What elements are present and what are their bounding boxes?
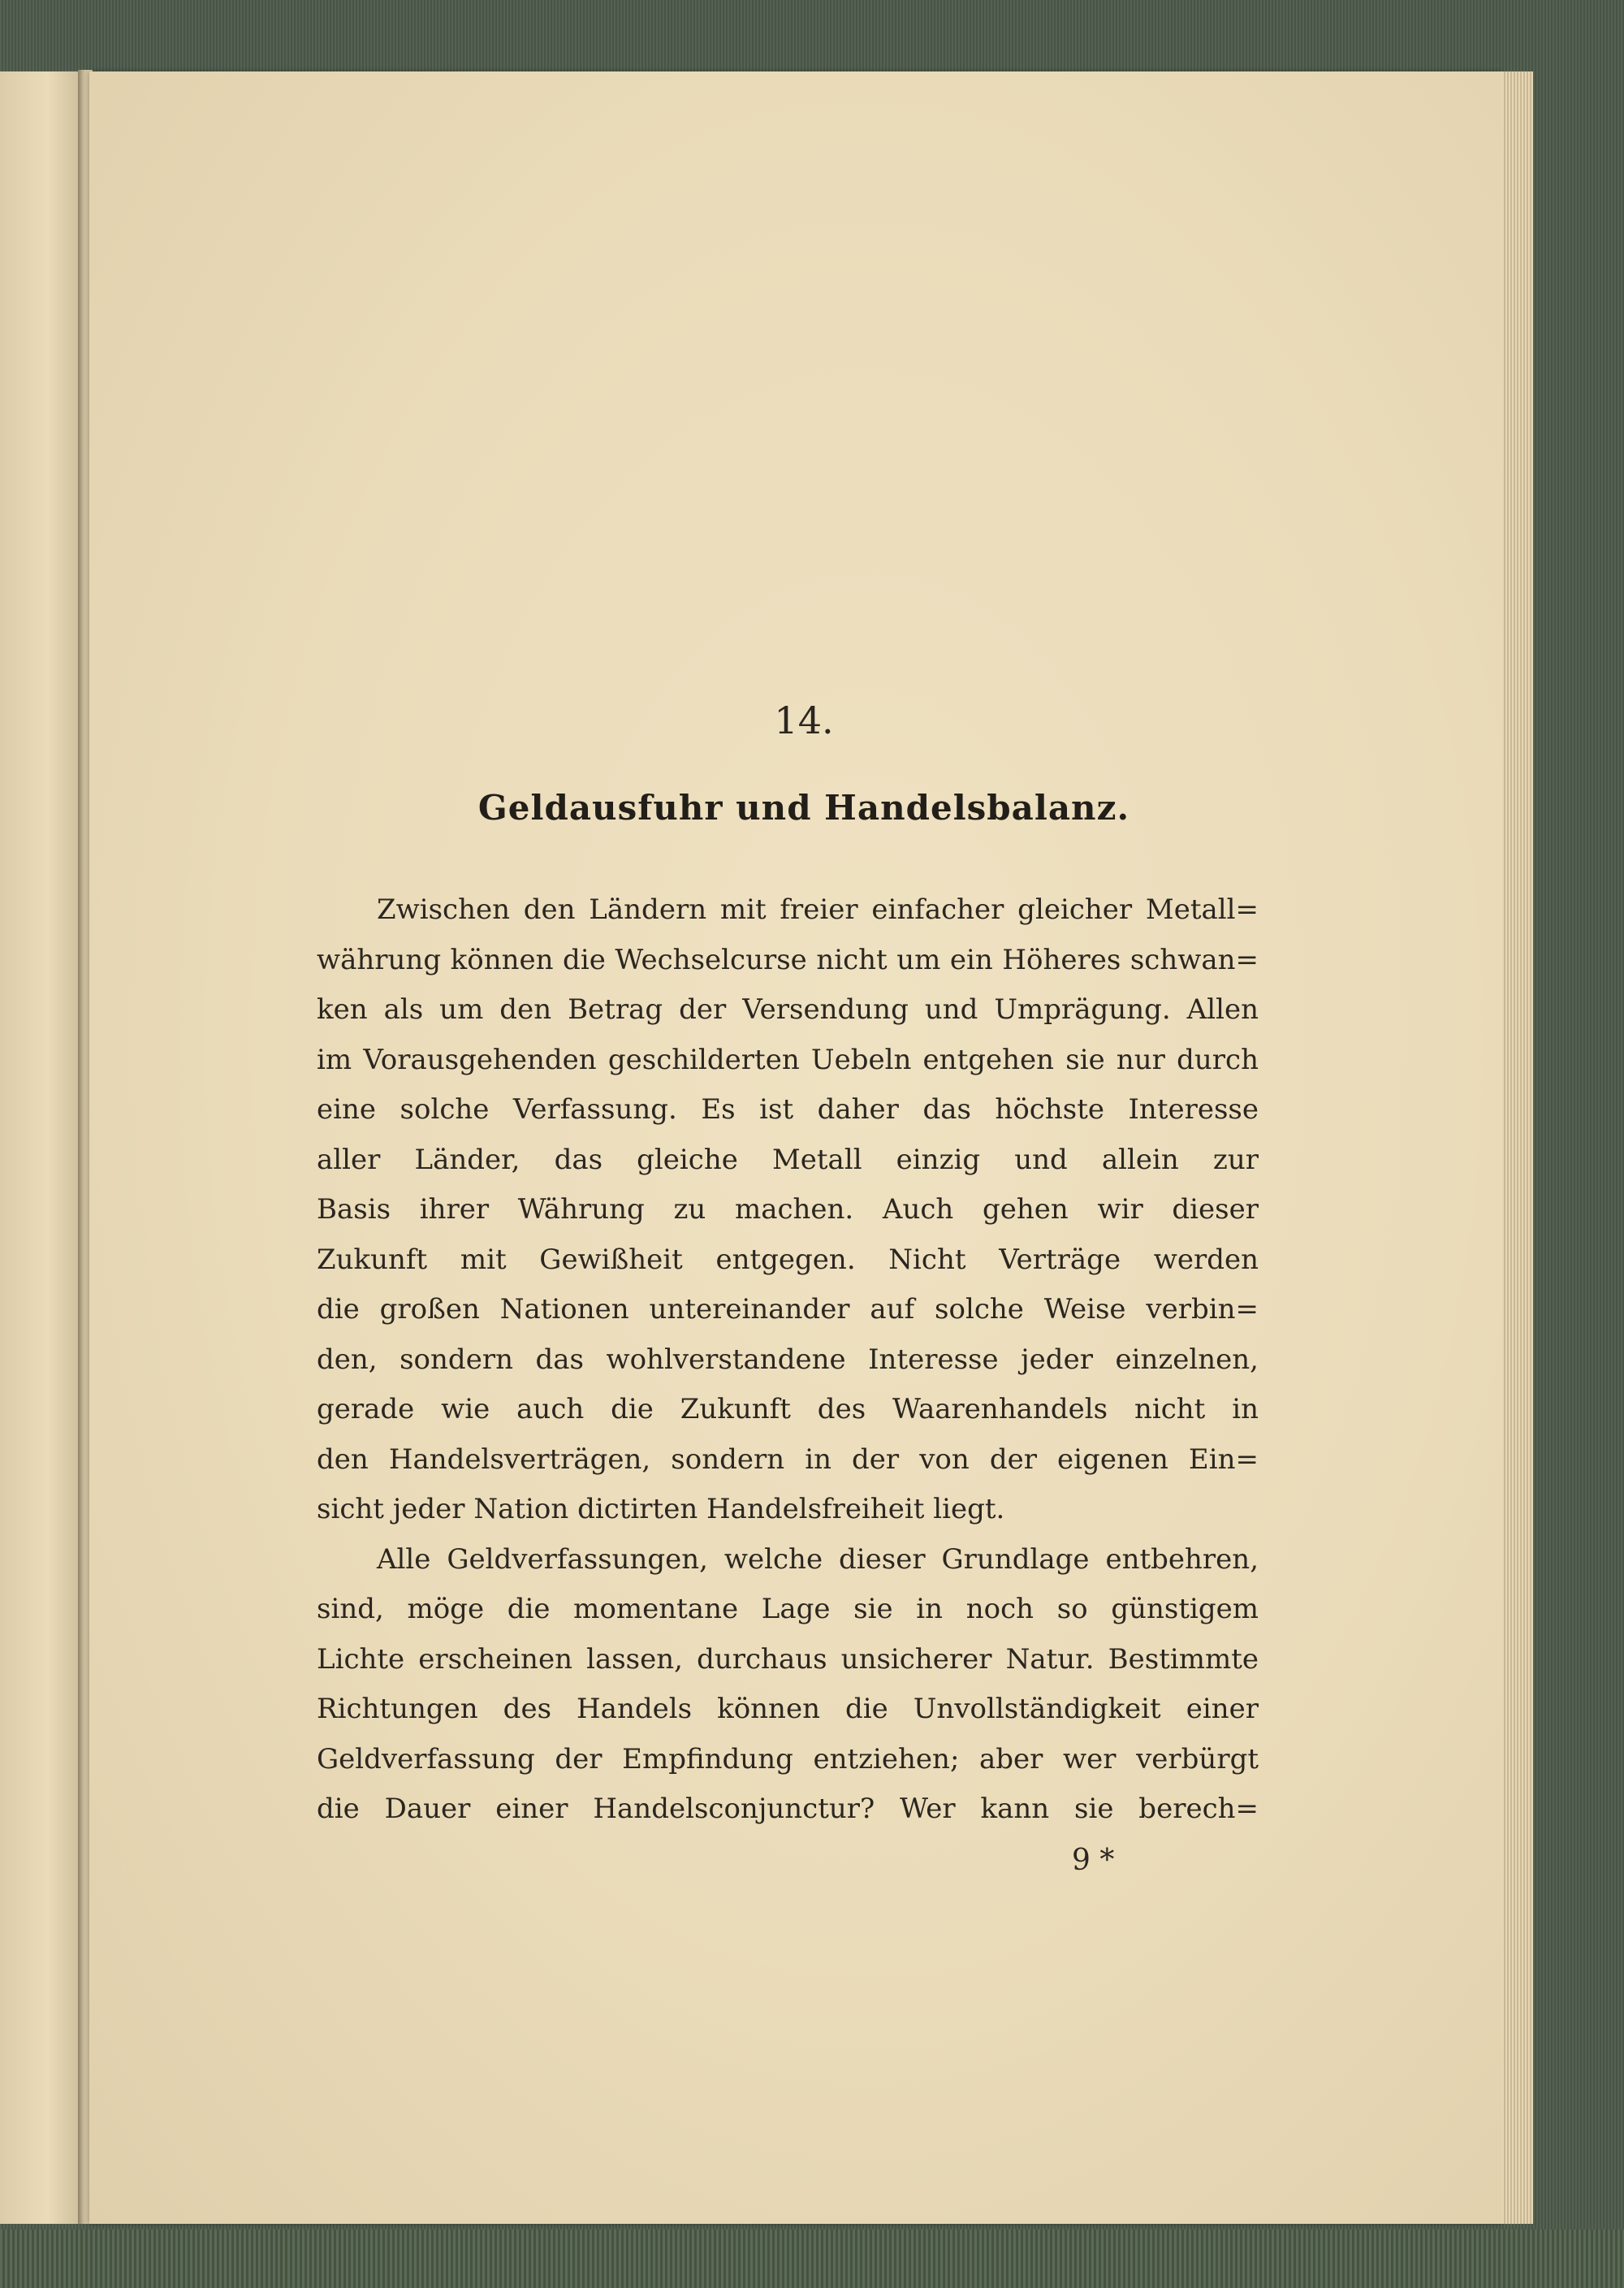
cover-bottom-edge — [0, 2230, 1624, 2288]
text-line: sind, möge die momentane Lage sie in noch so günstigem — [317, 1593, 1259, 1625]
text-line: Geldverfassung der Empfindung entziehen; aber wer verbürgt — [317, 1742, 1259, 1775]
chapter-number: 14. — [774, 699, 834, 742]
text-line: die Dauer einer Handelsconjunctur? Wer kann sie berech= — [317, 1793, 1259, 1825]
chapter-title: Geldausfuhr und Handelsbalanz. — [477, 788, 1130, 828]
text-line: den Handelsverträgen, sondern in der von der eigenen Ein= — [317, 1442, 1259, 1476]
text-line: den, sondern das wohlverstandene Interesse jeder einzelnen, — [317, 1343, 1259, 1376]
paragraph-2 — [317, 1535, 1259, 1835]
text-line: Alle Geldverfassungen, welche dieser Grundlage entbehren, — [377, 1542, 1259, 1576]
signature-mark: 9 * — [1072, 1844, 1115, 1877]
text-line: sicht jeder Nation dictirten Handelsfreiheit liegt. — [317, 1493, 1005, 1525]
page-stack-edges — [1502, 71, 1533, 2224]
body-text — [317, 885, 1259, 1835]
text-line: die großen Nationen untereinander auf solche Weise verbin= — [317, 1293, 1259, 1326]
text-line: ken als um den Betrag der Versendung und Umprägung. Allen — [317, 993, 1259, 1026]
text-line: Lichte erscheinen lassen, durchaus unsicherer Natur. Bestimmte — [317, 1642, 1259, 1676]
text-line: Richtungen des Handels können die Unvollständigkeit einer — [317, 1693, 1259, 1725]
text-line: Zukunft mit Gewißheit entgegen. Nicht Verträge werden — [317, 1243, 1259, 1276]
text-line: gerade wie auch die Zukunft des Waarenhandels nicht in — [317, 1393, 1259, 1425]
facing-page-edge — [0, 71, 80, 2224]
text-line: Basis ihrer Währung zu machen. Auch gehen wir dieser — [317, 1193, 1259, 1226]
text-line: Zwischen den Ländern mit freier einfacher gleicher Metall= — [377, 893, 1259, 926]
text-line: eine solche Verfassung. Es ist daher das höchste Interesse — [317, 1093, 1259, 1126]
text-line: aller Länder, das gleiche Metall einzig und allein zur — [317, 1143, 1259, 1176]
text-line: währung können die Wechselcurse nicht um ein Höheres schwan= — [317, 943, 1259, 976]
paragraph-1 — [317, 885, 1259, 1535]
text-line: im Vorausgehenden geschilderten Uebeln entgehen sie nur durch — [317, 1043, 1259, 1076]
